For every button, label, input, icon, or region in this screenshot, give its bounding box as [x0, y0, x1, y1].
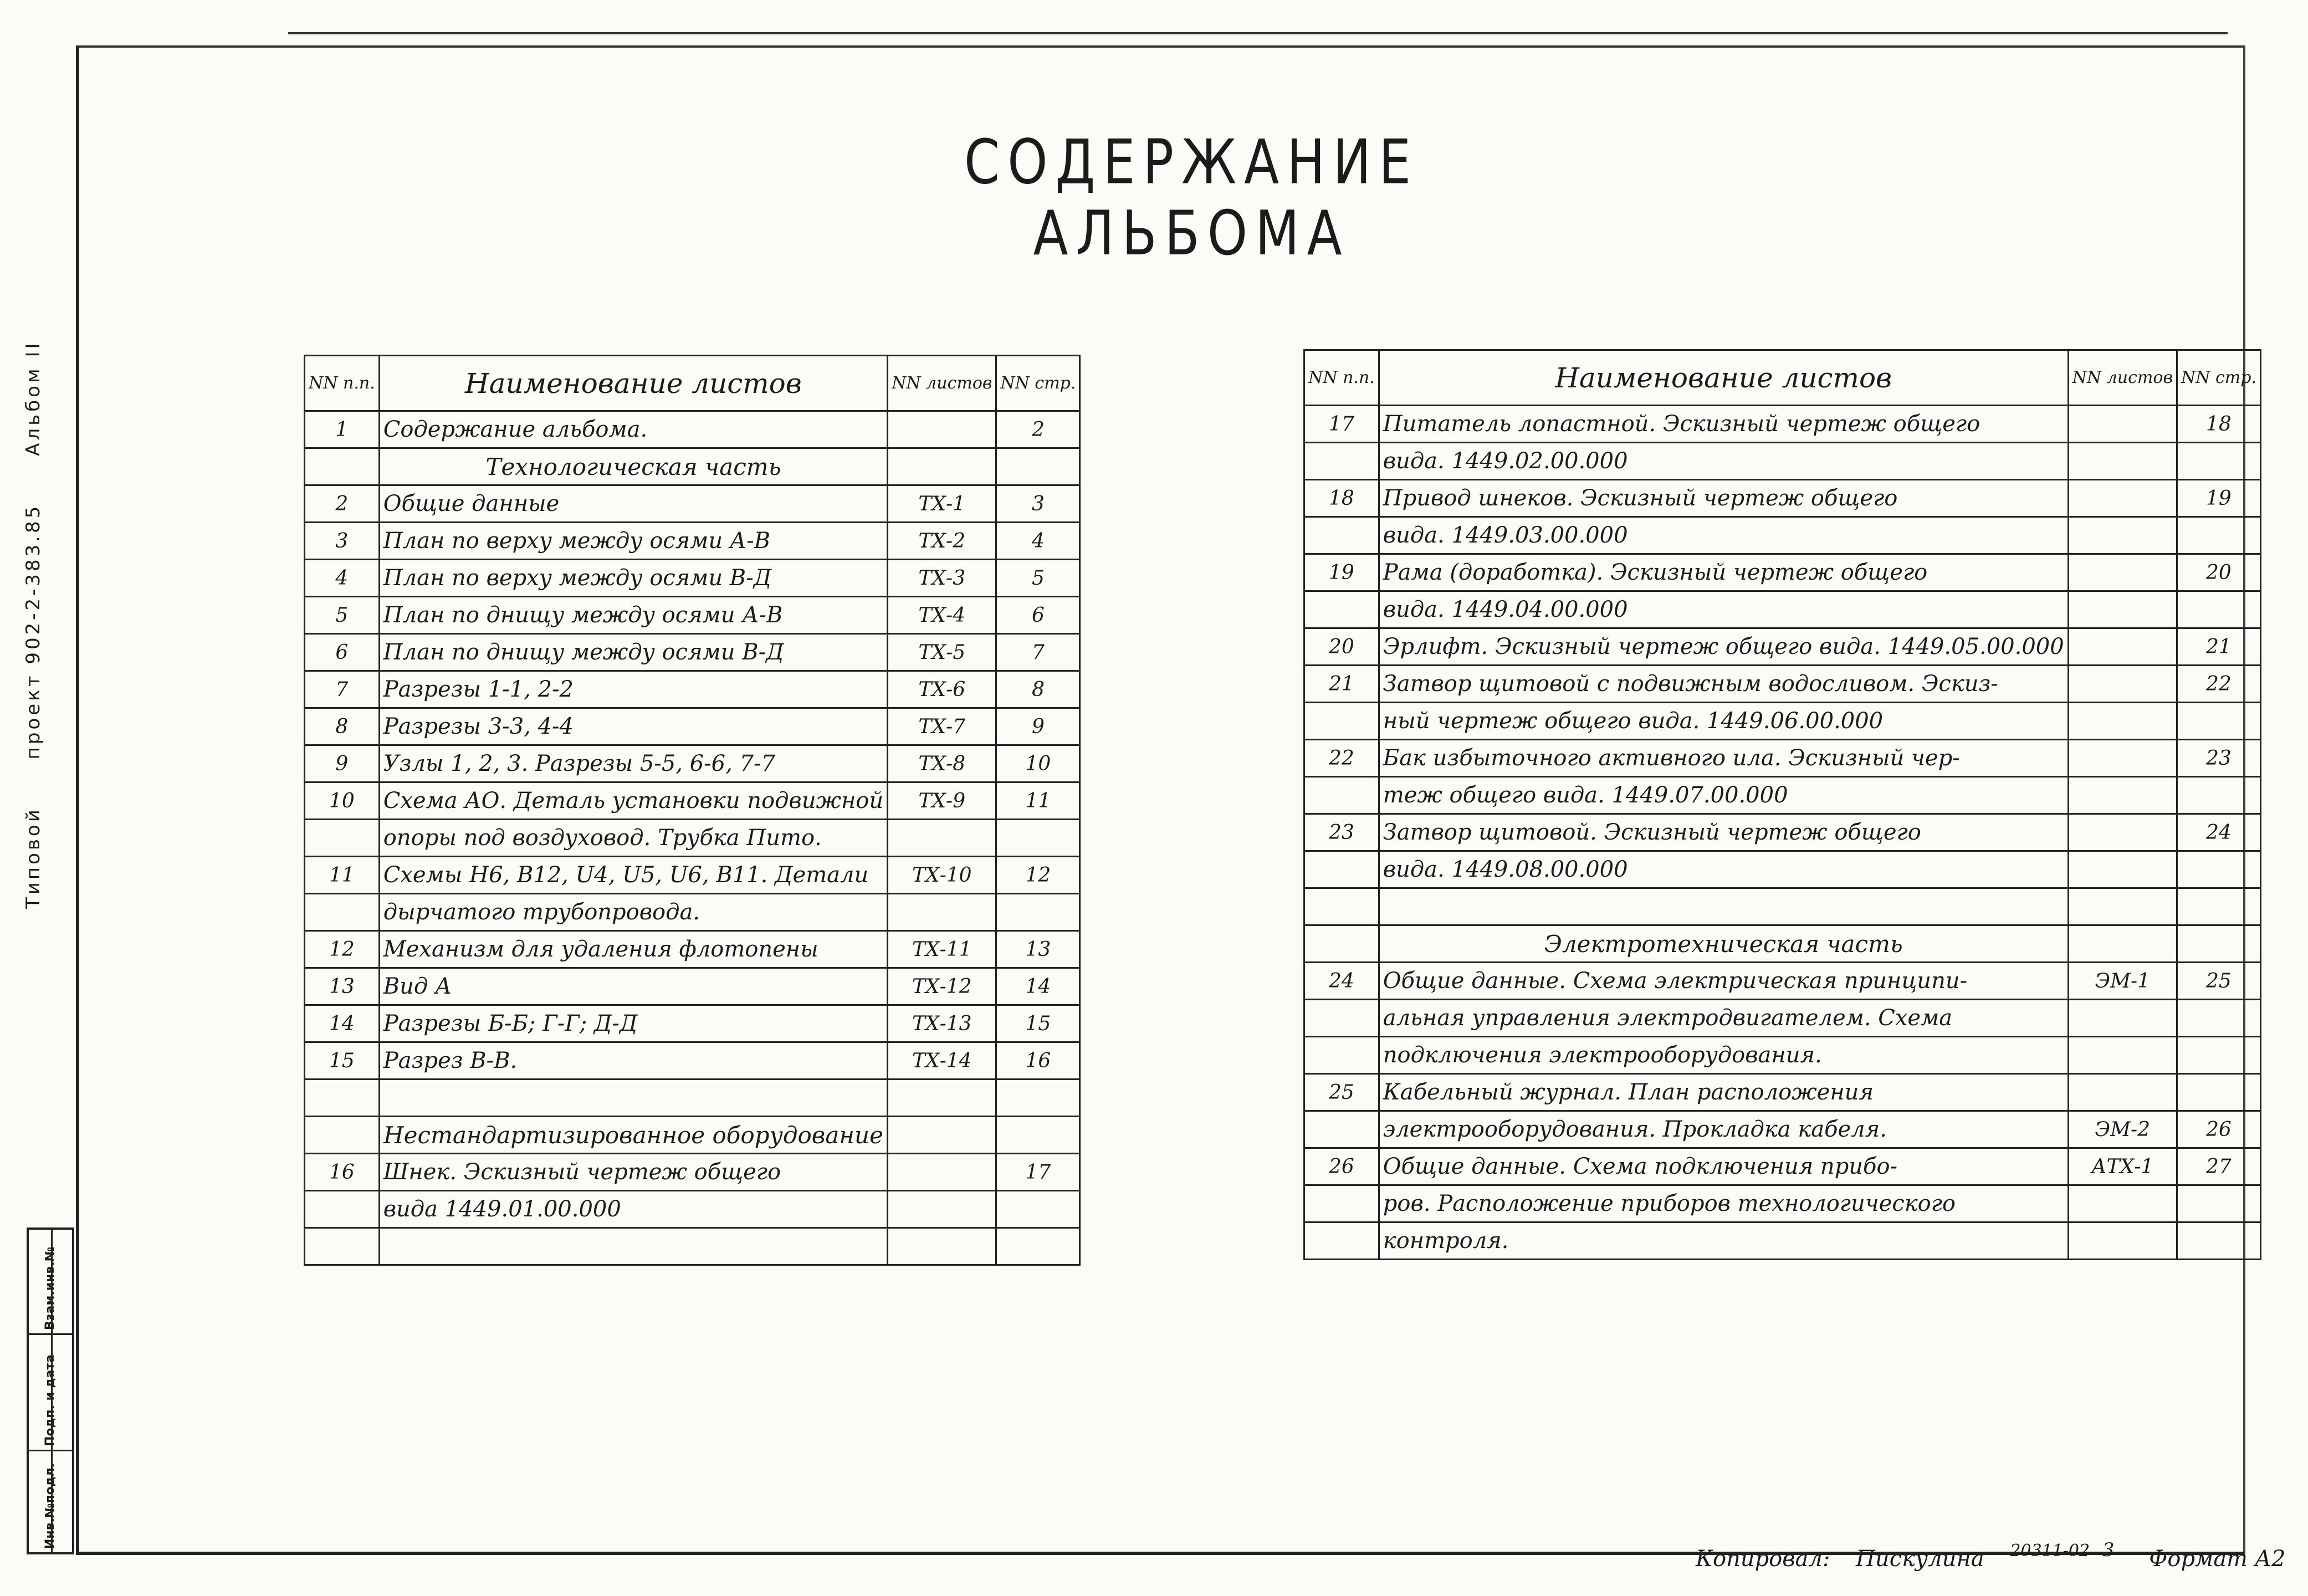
row-sheet-code: ТХ-6 [888, 671, 996, 708]
row-title: Питатель лопастной. Эскизный чертеж общего [1379, 406, 2068, 443]
side-title [22, 244, 55, 909]
row-number: 21 [1304, 666, 1379, 703]
row-number [305, 820, 380, 857]
row-page: 24 [2177, 814, 2260, 851]
row-page [2177, 1222, 2260, 1260]
table-row [305, 634, 1080, 671]
row-title: План по верху между осями А-В [379, 523, 887, 560]
row-sheet-code: ЭМ-1 [2068, 963, 2177, 1000]
row-title: Бак избыточного активного ила. Эскизный чер- [1379, 740, 2068, 777]
row-page: 21 [2177, 628, 2260, 666]
stamp-divider [51, 1230, 53, 1552]
row-number: 4 [305, 560, 380, 597]
contents-table-left [304, 355, 1081, 1266]
row-number: 18 [1304, 480, 1379, 517]
stamp-cell-replaced [29, 1230, 72, 1335]
row-number: 25 [1304, 1074, 1379, 1111]
table-header-row [1304, 350, 2261, 406]
row-sheet-code [2068, 443, 2177, 480]
row-title: Механизм для удаления флотопены [379, 931, 887, 968]
table-row [305, 745, 1080, 782]
row-page [2177, 851, 2260, 888]
row-page [2177, 1185, 2260, 1222]
row-page: 6 [996, 597, 1080, 634]
table-row [305, 931, 1080, 968]
side-type: Типовой [22, 807, 44, 909]
row-sheet-code [888, 1191, 996, 1228]
row-sheet-code [2068, 925, 2177, 963]
row-title: Затвор щитовой с подвижным водосливом. Эскиз- [1379, 666, 2068, 703]
section-row [305, 1117, 1080, 1154]
row-sheet-code [2068, 851, 2177, 888]
table-row [1304, 777, 2261, 814]
table-row [1304, 1148, 2261, 1185]
row-title: Затвор щитовой. Эскизный чертеж общего [1379, 814, 2068, 851]
row-number [1304, 777, 1379, 814]
row-page: 14 [996, 968, 1080, 1005]
table-row [305, 411, 1080, 448]
table-row [1304, 628, 2261, 666]
row-title: Общие данные. Схема подключения прибо- [1379, 1148, 2068, 1185]
row-title: подключения электрооборудования. [1379, 1037, 2068, 1074]
row-sheet-code [888, 448, 996, 485]
row-page: 7 [996, 634, 1080, 671]
row-page: 11 [996, 782, 1080, 820]
row-title: Содержание альбома. [379, 411, 887, 448]
row-page: 15 [996, 1005, 1080, 1042]
row-sheet-code [888, 1228, 996, 1265]
row-page: 22 [2177, 666, 2260, 703]
row-page: 17 [996, 1154, 1080, 1191]
row-page: 2 [996, 411, 1080, 448]
row-title: Шнек. Эскизный чертеж общего [379, 1154, 887, 1191]
row-page: 9 [996, 708, 1080, 745]
row-title: контроля. [1379, 1222, 2068, 1260]
row-number: 8 [305, 708, 380, 745]
table-row [1304, 703, 2261, 740]
row-page: 4 [996, 523, 1080, 560]
row-number [1304, 591, 1379, 628]
table-row [1304, 851, 2261, 888]
table-header-row [305, 356, 1080, 411]
header-sheets: NN листов [888, 356, 996, 411]
row-page: 12 [996, 857, 1080, 894]
section-row [1304, 925, 2261, 963]
row-title: Привод шнеков. Эскизный чертеж общего [1379, 480, 2068, 517]
table-row [305, 782, 1080, 820]
table-row [1304, 814, 2261, 851]
row-number [1304, 925, 1379, 963]
table-row [1304, 443, 2261, 480]
table-row [305, 820, 1080, 857]
row-sheet-code [888, 1154, 996, 1191]
row-sheet-code: ТХ-11 [888, 931, 996, 968]
header-name: Наименование листов [1379, 350, 2068, 406]
row-title: План по днищу между осями В-Д [379, 634, 887, 671]
row-title: Рама (доработка). Эскизный чертеж общего [1379, 554, 2068, 591]
row-page [2177, 888, 2260, 925]
table-row [1304, 517, 2261, 554]
table-row [305, 1228, 1080, 1265]
row-number: 15 [305, 1042, 380, 1080]
row-page [2177, 1000, 2260, 1037]
row-sheet-code: ТХ-9 [888, 782, 996, 820]
row-page [996, 1228, 1080, 1265]
row-page [996, 894, 1080, 931]
table-row [1304, 554, 2261, 591]
row-page: 5 [996, 560, 1080, 597]
row-sheet-code: ТХ-8 [888, 745, 996, 782]
row-number: 6 [305, 634, 380, 671]
row-page: 16 [996, 1042, 1080, 1080]
row-sheet-code: ЭМ-2 [2068, 1111, 2177, 1148]
section-row [305, 448, 1080, 485]
row-title: ров. Расположение приборов технологического [1379, 1185, 2068, 1222]
contents-table-right [1303, 349, 2261, 1260]
row-title: вида. 1449.04.00.000 [1379, 591, 2068, 628]
header-pages: NN стр. [996, 356, 1080, 411]
row-sheet-code [2068, 814, 2177, 851]
row-sheet-code [2068, 777, 2177, 814]
table-row [305, 1191, 1080, 1228]
header-sheets: NN листов [2068, 350, 2177, 406]
row-page [996, 448, 1080, 485]
row-sheet-code [2068, 554, 2177, 591]
row-title: План по верху между осями В-Д [379, 560, 887, 597]
stamp-label-original: Инв.№подл. [43, 1463, 57, 1549]
sheet-number: 3 [2102, 1539, 2115, 1561]
row-number [305, 448, 380, 485]
row-page [2177, 443, 2260, 480]
row-title [1379, 888, 2068, 925]
table-row [305, 708, 1080, 745]
row-title: вида. 1449.08.00.000 [1379, 851, 2068, 888]
table-row [1304, 1111, 2261, 1148]
row-number: 16 [305, 1154, 380, 1191]
row-page: 3 [996, 485, 1080, 523]
row-number: 3 [305, 523, 380, 560]
row-page: 20 [2177, 554, 2260, 591]
row-page [996, 1117, 1080, 1154]
row-number: 11 [305, 857, 380, 894]
row-sheet-code: ТХ-7 [888, 708, 996, 745]
row-number: 14 [305, 1005, 380, 1042]
table-row [305, 857, 1080, 894]
row-page: 27 [2177, 1148, 2260, 1185]
row-sheet-code [2068, 666, 2177, 703]
page-title: СОДЕРЖАНИЕ АЛЬБОМА [964, 126, 1419, 269]
row-sheet-code [2068, 480, 2177, 517]
row-number [1304, 1222, 1379, 1260]
row-number [1304, 851, 1379, 888]
row-number [1304, 1000, 1379, 1037]
row-page: 25 [2177, 963, 2260, 1000]
row-number [1304, 517, 1379, 554]
row-page [2177, 1037, 2260, 1074]
row-sheet-code [888, 1117, 996, 1154]
row-sheet-code [2068, 406, 2177, 443]
side-album: Альбом II [22, 340, 44, 456]
table-row [1304, 666, 2261, 703]
row-title: Узлы 1, 2, 3. Разрезы 5-5, 6-6, 7-7 [379, 745, 887, 782]
row-title: дырчатого трубопровода. [379, 894, 887, 931]
row-title: вида 1449.01.00.000 [379, 1191, 887, 1228]
row-page [2177, 925, 2260, 963]
row-sheet-code [2068, 628, 2177, 666]
row-page: 13 [996, 931, 1080, 968]
table-row [1304, 1000, 2261, 1037]
row-page [2177, 703, 2260, 740]
row-title: электрооборудования. Прокладка кабеля. [1379, 1111, 2068, 1148]
row-number: 7 [305, 671, 380, 708]
row-title: Схемы Н6, В12, U4, U5, U6, В11. Детали [379, 857, 887, 894]
row-title: Разрезы 3-3, 4-4 [379, 708, 887, 745]
row-title: Разрезы 1-1, 2-2 [379, 671, 887, 708]
row-number [1304, 1111, 1379, 1148]
stamp-label-replaced: Взам.инв.№ [43, 1246, 57, 1330]
row-number: 2 [305, 485, 380, 523]
table-row [1304, 740, 2261, 777]
stamp-strip [27, 1227, 74, 1554]
row-sheet-code [888, 894, 996, 931]
table-row [1304, 1222, 2261, 1260]
row-sheet-code: ТХ-13 [888, 1005, 996, 1042]
row-number [1304, 1185, 1379, 1222]
table-row [305, 1042, 1080, 1080]
table-row [305, 1005, 1080, 1042]
row-page [2177, 591, 2260, 628]
row-number: 12 [305, 931, 380, 968]
row-title: ный чертеж общего вида. 1449.06.00.000 [1379, 703, 2068, 740]
side-project: проект 902-2-383.85 [22, 503, 44, 760]
row-number: 20 [1304, 628, 1379, 666]
table-row [1304, 1037, 2261, 1074]
row-number [1304, 703, 1379, 740]
row-number: 26 [1304, 1148, 1379, 1185]
header-name: Наименование листов [379, 356, 887, 411]
bottom-stamp [1696, 1539, 2304, 1572]
row-title: Разрезы Б-Б; Г-Г; Д-Д [379, 1005, 887, 1042]
row-sheet-code [888, 1080, 996, 1117]
table-row [1304, 406, 2261, 443]
row-number: 17 [1304, 406, 1379, 443]
row-sheet-code: ТХ-10 [888, 857, 996, 894]
row-sheet-code [2068, 1222, 2177, 1260]
doc-number: 20311-02 [2010, 1541, 2090, 1561]
row-title [379, 1080, 887, 1117]
row-sheet-code: ТХ-14 [888, 1042, 996, 1080]
row-sheet-code: ТХ-1 [888, 485, 996, 523]
row-sheet-code: ТХ-4 [888, 597, 996, 634]
row-page [996, 1080, 1080, 1117]
section-title: Электротехническая часть [1379, 925, 2068, 963]
row-title: вида. 1449.03.00.000 [1379, 517, 2068, 554]
row-page: 19 [2177, 480, 2260, 517]
row-number: 19 [1304, 554, 1379, 591]
row-number [305, 1080, 380, 1117]
row-sheet-code: АТХ-1 [2068, 1148, 2177, 1185]
row-sheet-code: ТХ-2 [888, 523, 996, 560]
table-row [1304, 1185, 2261, 1222]
row-sheet-code [2068, 740, 2177, 777]
row-page [2177, 777, 2260, 814]
row-title [379, 1228, 887, 1265]
table-row [305, 671, 1080, 708]
row-page: 10 [996, 745, 1080, 782]
row-number: 1 [305, 411, 380, 448]
row-number: 10 [305, 782, 380, 820]
table-row [305, 485, 1080, 523]
row-title: теж общего вида. 1449.07.00.000 [1379, 777, 2068, 814]
table-row [305, 523, 1080, 560]
row-page [996, 820, 1080, 857]
row-number: 13 [305, 968, 380, 1005]
row-number [305, 1191, 380, 1228]
copied-label: Копировал: [1696, 1546, 1830, 1572]
row-title: опоры под воздуховод. Трубка Пито. [379, 820, 887, 857]
row-sheet-code [2068, 1185, 2177, 1222]
row-title: Вид А [379, 968, 887, 1005]
row-sheet-code [2068, 1037, 2177, 1074]
header-pages: NN стр. [2177, 350, 2260, 406]
row-title: Кабельный журнал. План расположения [1379, 1074, 2068, 1111]
table-row [1304, 888, 2261, 925]
table-row [305, 560, 1080, 597]
row-sheet-code [2068, 517, 2177, 554]
row-page [2177, 1074, 2260, 1111]
row-number [1304, 1037, 1379, 1074]
row-number [305, 894, 380, 931]
row-number: 22 [1304, 740, 1379, 777]
paper-format: Формат А2 [2149, 1546, 2286, 1572]
table-row [305, 894, 1080, 931]
row-sheet-code [2068, 888, 2177, 925]
row-sheet-code [2068, 703, 2177, 740]
row-title: альная управления электродвигателем. Схема [1379, 1000, 2068, 1037]
header-no: NN п.п. [1304, 350, 1379, 406]
row-sheet-code: ТХ-5 [888, 634, 996, 671]
table-row [1304, 963, 2261, 1000]
row-number: 5 [305, 597, 380, 634]
row-page: 8 [996, 671, 1080, 708]
row-number [305, 1228, 380, 1265]
table-row [305, 597, 1080, 634]
stamp-cell-original [29, 1451, 72, 1552]
row-sheet-code [2068, 1000, 2177, 1037]
section-title: Технологическая часть [379, 448, 887, 485]
row-number [1304, 888, 1379, 925]
row-page [996, 1191, 1080, 1228]
row-number: 9 [305, 745, 380, 782]
header-no: NN п.п. [305, 356, 380, 411]
table-row [305, 968, 1080, 1005]
row-title: Разрез В-В. [379, 1042, 887, 1080]
table-row [305, 1154, 1080, 1191]
row-page: 26 [2177, 1111, 2260, 1148]
row-sheet-code: ТХ-12 [888, 968, 996, 1005]
table-row [1304, 1074, 2261, 1111]
frame-top-edge [288, 32, 2228, 34]
row-sheet-code [888, 411, 996, 448]
row-title: Общие данные. Схема электрическая принципи- [1379, 963, 2068, 1000]
row-number: 23 [1304, 814, 1379, 851]
stamp-cell-signature [29, 1335, 72, 1451]
section-title: Нестандартизированное оборудование [379, 1117, 887, 1154]
row-page: 18 [2177, 406, 2260, 443]
table-body-right [1304, 406, 2261, 1260]
copied-name: Пискулина [1856, 1546, 1984, 1572]
row-number: 24 [1304, 963, 1379, 1000]
row-number [1304, 443, 1379, 480]
table-body-left [305, 411, 1080, 1265]
row-sheet-code [888, 820, 996, 857]
row-page [2177, 517, 2260, 554]
row-title: План по днищу между осями А-В [379, 597, 887, 634]
row-sheet-code: ТХ-3 [888, 560, 996, 597]
table-row [1304, 480, 2261, 517]
row-title: Схема АО. Деталь установки подвижной [379, 782, 887, 820]
row-title: Эрлифт. Эскизный чертеж общего вида. 1449.05.00.000 [1379, 628, 2068, 666]
row-title: вида. 1449.02.00.000 [1379, 443, 2068, 480]
row-number [305, 1117, 380, 1154]
row-sheet-code [2068, 591, 2177, 628]
table-row [305, 1080, 1080, 1117]
row-page: 23 [2177, 740, 2260, 777]
table-row [1304, 591, 2261, 628]
stamp-label-signature: Подп. и дата [43, 1354, 57, 1446]
row-title: Общие данные [379, 485, 887, 523]
row-sheet-code [2068, 1074, 2177, 1111]
